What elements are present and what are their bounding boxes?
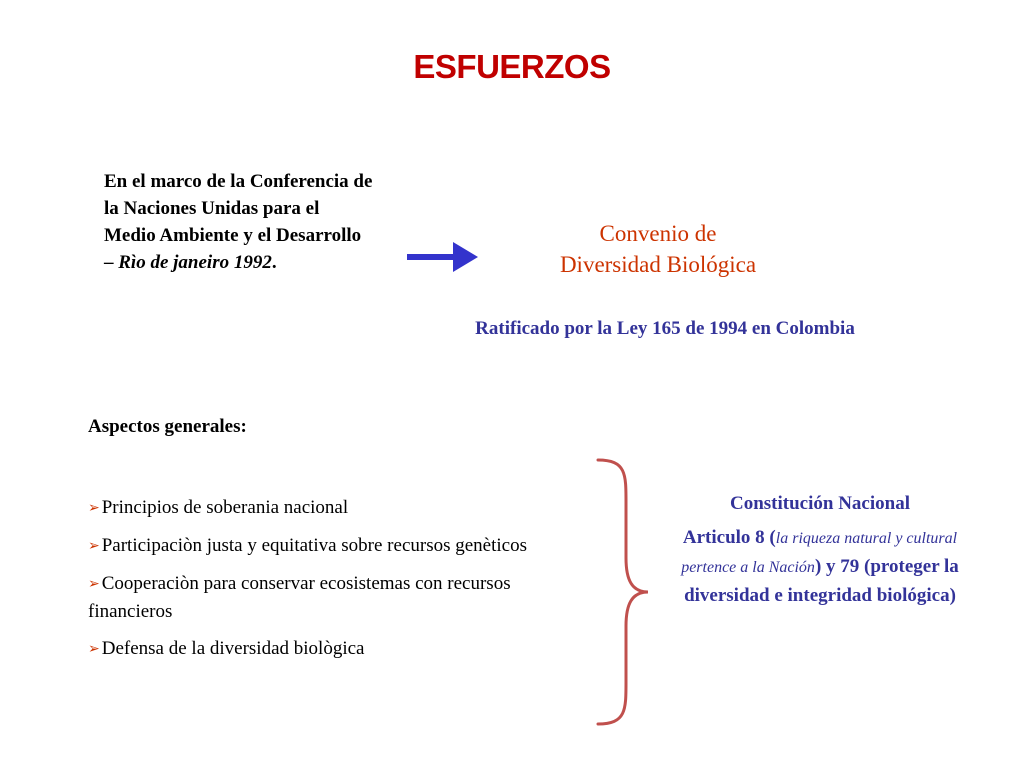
arrow-bullet-icon: ➢ [88,539,100,554]
list-item-text: Cooperaciòn para conservar ecosistemas con recursos financieros [88,573,511,622]
slide-title: ESFUERZOS [413,48,611,85]
constitution-block [662,490,978,610]
list-item-text: Participaciòn justa y equitativa sobre recursos genèticos [101,535,527,556]
list-item-text: Principios de soberania nacional [101,497,349,518]
arrow-bullet-icon: ➢ [88,642,100,657]
right-arrow-icon [407,238,479,276]
context-end: . [271,252,277,273]
article-prefix: Articulo 8 ( [682,527,776,548]
list-item-text: Defensa de la diversidad biològica [101,638,365,659]
ratified-text: Ratificado por la Ley 165 de 1994 en Colombia [475,318,855,339]
context-place: Rìo de janeiro 1992 [118,252,272,273]
convenio-line-2: Diversidad Biológica [559,252,757,277]
convenio-line-1: Convenio de [599,221,717,246]
list-item [88,570,588,625]
convenio-title [500,218,816,280]
right-brace [590,456,650,728]
aspects-list [88,494,588,673]
article-suffix: ) y 79 (proteger la diversidad e integridad biológica) [684,556,959,606]
context-text [104,168,374,276]
constitution-heading: Constitución Nacional [730,493,910,514]
list-item [88,635,588,663]
list-item [88,532,588,560]
list-item [88,494,588,522]
article-italic: la riqueza natural y cultural pertence a la Nación [681,530,958,576]
arrow-bullet-icon: ➢ [88,577,100,592]
aspects-heading: Aspectos generales: [88,416,247,437]
constitution-article [662,524,978,610]
context-body: En el marco de la Conferencia de la Naciones Unidas para el Medio Ambiente y el Desarrollo – [104,171,373,273]
arrow-bullet-icon: ➢ [88,501,100,516]
